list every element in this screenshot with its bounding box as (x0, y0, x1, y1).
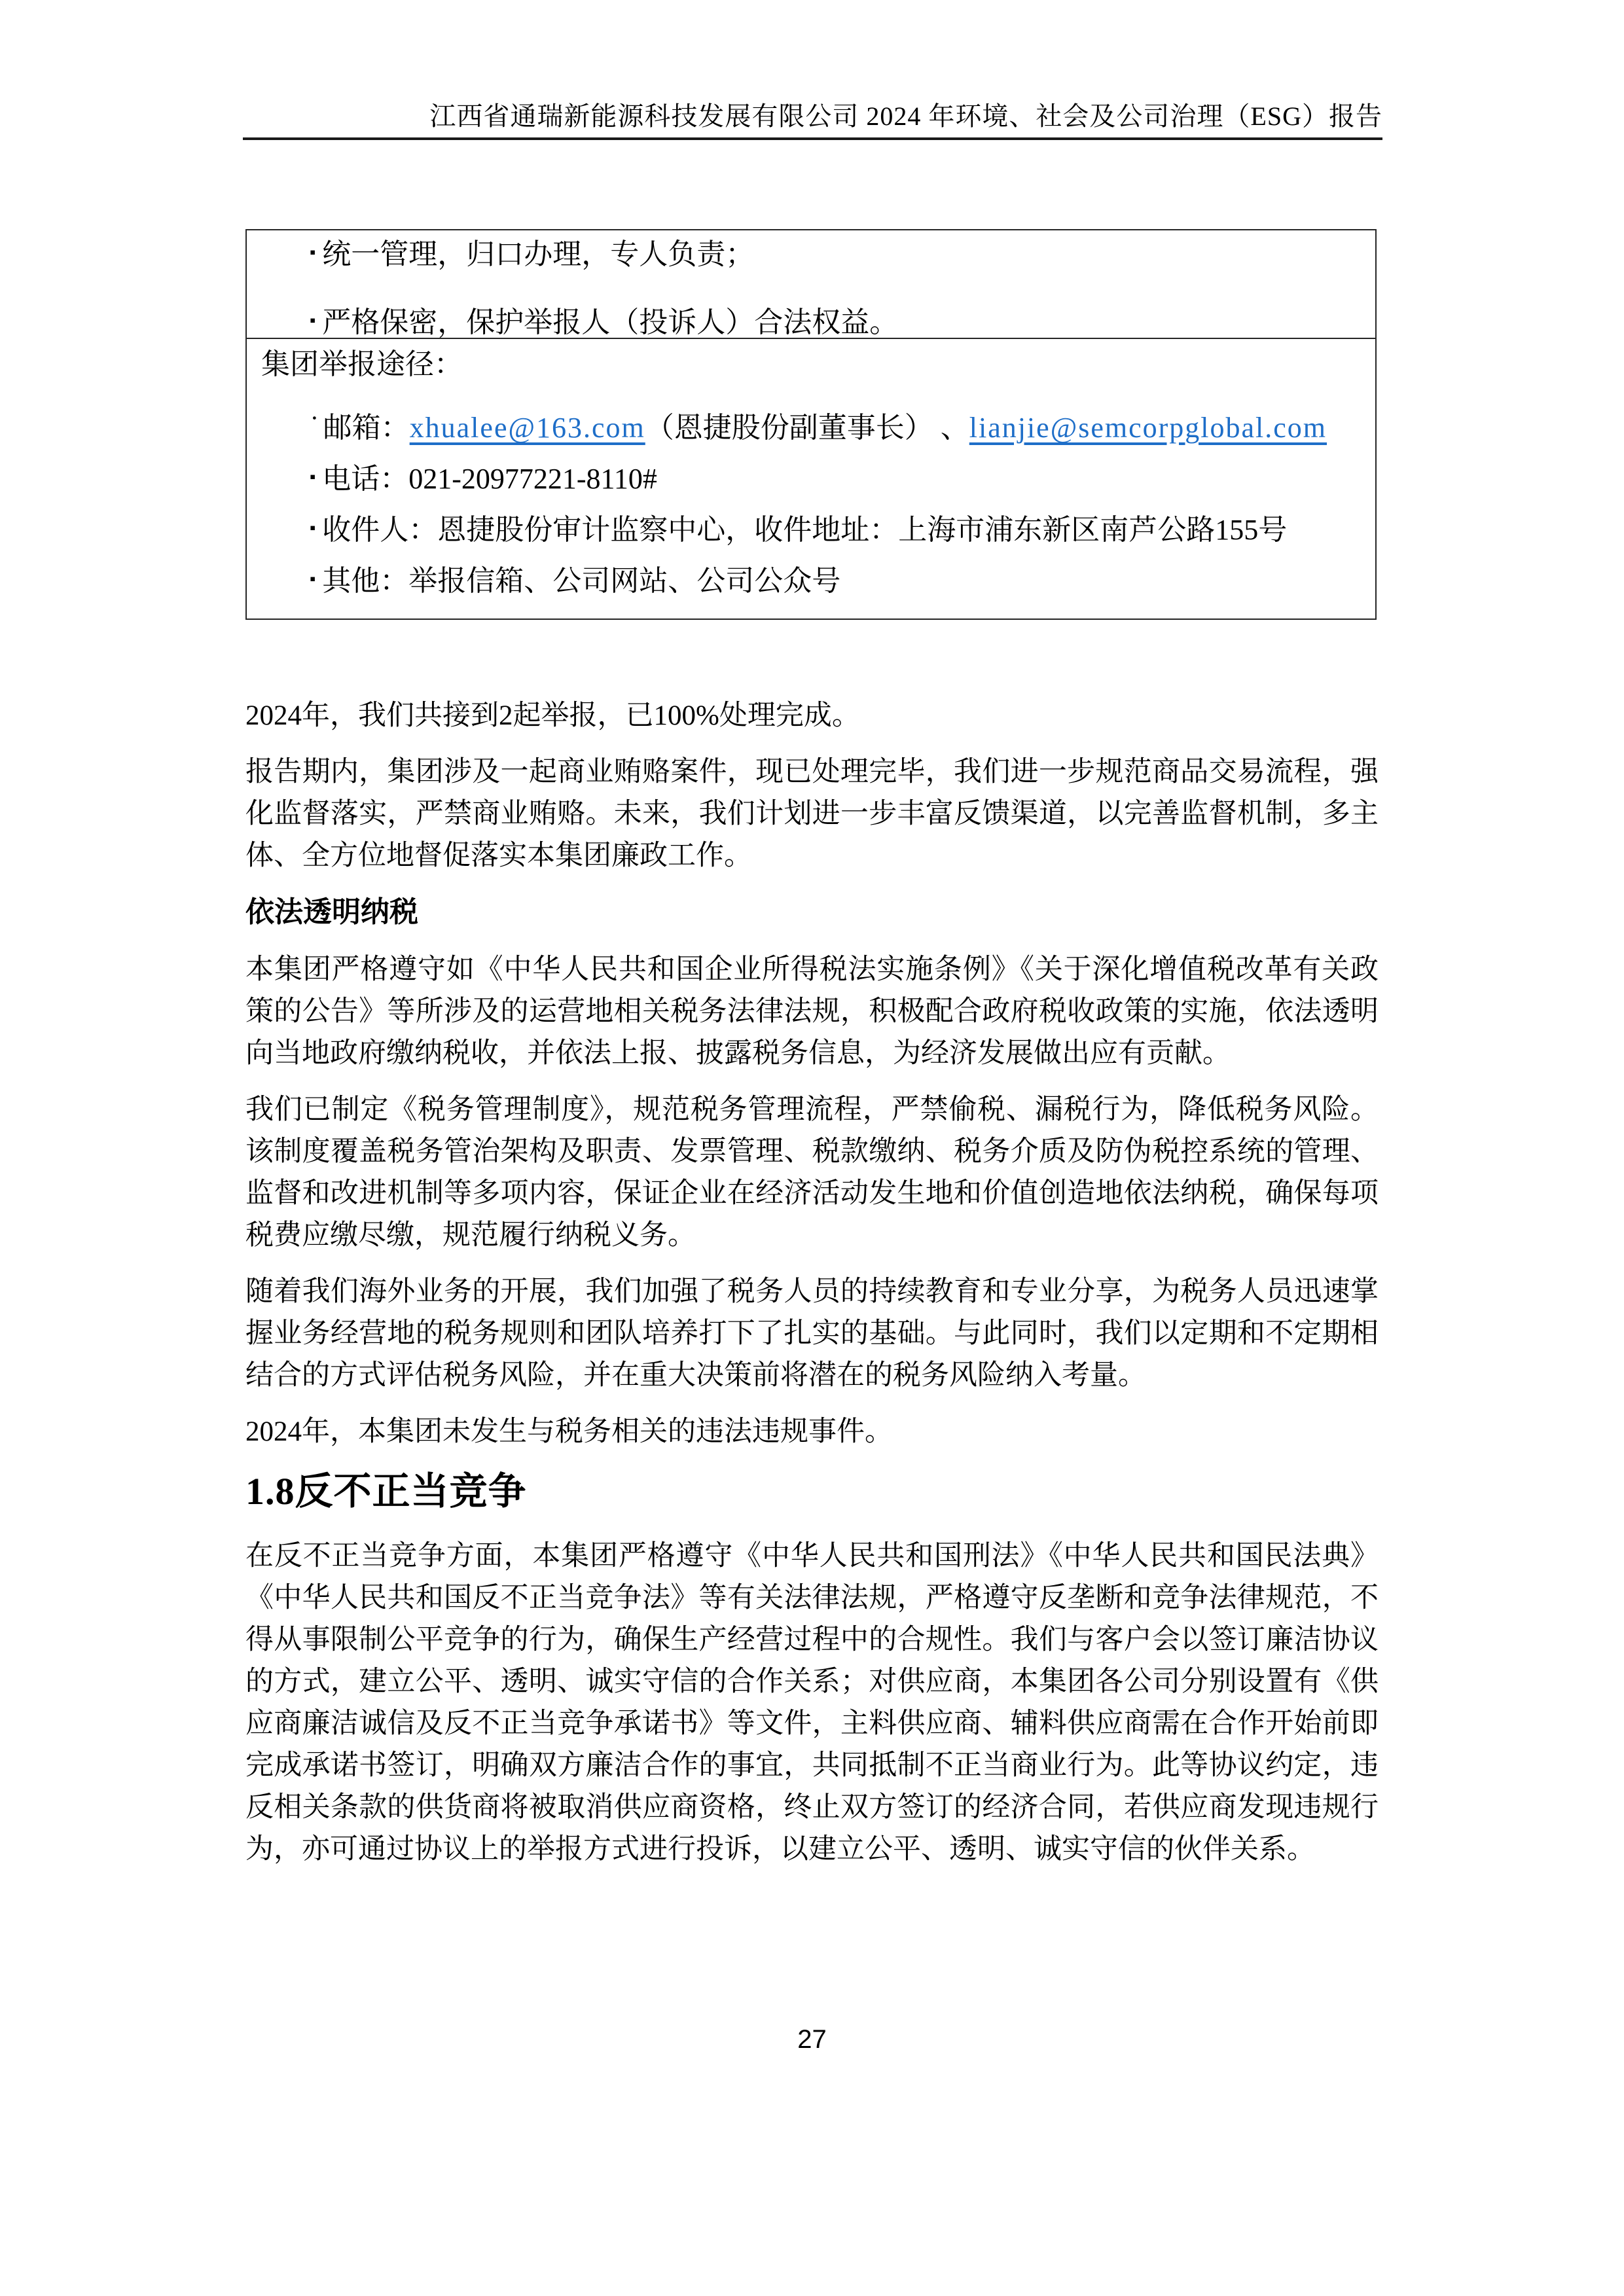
email-middle-note: （恩捷股份副董事长） 、 (645, 412, 969, 444)
report-channel-email (310, 412, 1360, 443)
paragraph-bribery-case: 报告期内，集团涉及一起商业贿赂案件，现已处理完毕，我们进一步规范商品交易流程，强化监督落实，严禁商业贿赂。未来，我们计划进一步丰富反馈渠道，以完善监督机制，多主体、全方位地督促落实本集团廉政工作。 (245, 757, 1379, 871)
paragraph-reports-2024: 2024年，我们共接到2起举报，已100%处理完成。 (245, 700, 860, 731)
square-bullet-icon: ▪ (310, 569, 316, 588)
principle-item (310, 308, 1360, 338)
report-channels-section (247, 339, 1375, 596)
report-channel-mail-recipient (310, 515, 1360, 545)
square-bullet-icon: ▪ (310, 518, 316, 537)
principle-item (310, 240, 1360, 270)
report-channels-label: 集团举报途径： (261, 348, 463, 380)
paragraph-overseas-tax: 随着我们海外业务的开展，我们加强了税务人员的持续教育和专业分享，为税务人员迅速掌握业务经营地的税务规则和团队培养打下了扎实的基础。与此同时，我们以定期和不定期相结合的方式评估税务风险，并在重大决策前将潜在的税务风险纳入考量。 (245, 1276, 1379, 1391)
email-link-lianjie[interactable]: lianjie@semcorpglobal.com (969, 412, 1327, 444)
report-channel-phone (310, 464, 1360, 494)
dot-bullet-icon: ˙ (310, 410, 319, 442)
phone-text: 电话：021-20977221-8110# (322, 463, 657, 495)
square-bullet-icon: ▪ (310, 311, 316, 330)
page-header-title: 江西省通瑞新能源科技发展有限公司 2024 年环境、社会及公司治理（ESG）报告 (243, 102, 1382, 140)
heading-lawful-tax: 依法透明纳税 (245, 896, 418, 928)
square-bullet-icon: ▪ (310, 243, 316, 262)
principle-text: 严格保密，保护举报人（投诉人）合法权益。 (322, 306, 899, 338)
paragraph-no-tax-violations: 2024年，本集团未发生与税务相关的违法违规事件。 (245, 1416, 893, 1447)
email-prefix: 邮箱： (323, 412, 410, 444)
main-content (245, 695, 1379, 1885)
report-channel-other (310, 566, 1360, 596)
square-bullet-icon: ▪ (310, 467, 316, 486)
whistleblowing-info-box (245, 229, 1377, 620)
heading-anti-unfair-competition: 1.8反不正当竞争 (245, 1470, 527, 1513)
page-number: 27 (797, 2025, 827, 2054)
whistleblowing-principles (247, 230, 1375, 339)
other-channels-text: 其他：举报信箱、公司网站、公司公众号 (322, 565, 841, 597)
paragraph-tax-compliance: 本集团严格遵守如《中华人民共和国企业所得税法实施条例》《关于深化增值税改革有关政策的公告》等所涉及的运营地相关税务法律法规，积极配合政府税收政策的实施，依法透明向当地政府缴纳税收，并依法上报、披露税务信息，为经济发展做出应有贡献。 (245, 954, 1379, 1069)
paragraph-tax-management-system: 我们已制定《税务管理制度》，规范税务管理流程，严禁偷税、漏税行为，降低税务风险。该制度覆盖税务管治架构及职责、发票管理、税款缴纳、税务介质及防伪税控系统的管理、监督和改进机制等多项内容，保证企业在经济活动发生地和价值创造地依法纳税，确保每项税费应缴尽缴，规范履行纳税义务。 (245, 1094, 1379, 1251)
principle-text: 统一管理，归口办理，专人负责； (322, 238, 755, 270)
recipient-text: 收件人：恩捷股份审计监察中心，收件地址：上海市浦东新区南芦公路155号 (322, 514, 1288, 546)
paragraph-anti-unfair-competition: 在反不正当竞争方面，本集团严格遵守《中华人民共和国刑法》《中华人民共和国民法典》《中华人民共和国反不正当竞争法》等有关法律法规，严格遵守反垄断和竞争法律规范，不得从事限制公平竞争的行为，确保生产经营过程中的合规性。我们与客户会以签订廉洁协议的方式，建立公平、透明、诚实守信的合作关系；对供应商，本集团各公司分别设置有《供应商廉洁诚信及反不正当竞争承诺书》等文件，主料供应商、辅料供应商需在合作开始前即完成承诺书签订，明确双方廉洁合作的事宜，共同抵制不正当商业行为。此等协议约定，违反相关条款的供货商将被取消供应商资格，终止双方签订的经济合同，若供应商发现违规行为，亦可通过协议上的举报方式进行投诉，以建立公平、透明、诚实守信的伙伴关系。 (245, 1541, 1379, 1865)
email-link-xhualee[interactable]: xhualee@163.com (409, 412, 645, 444)
